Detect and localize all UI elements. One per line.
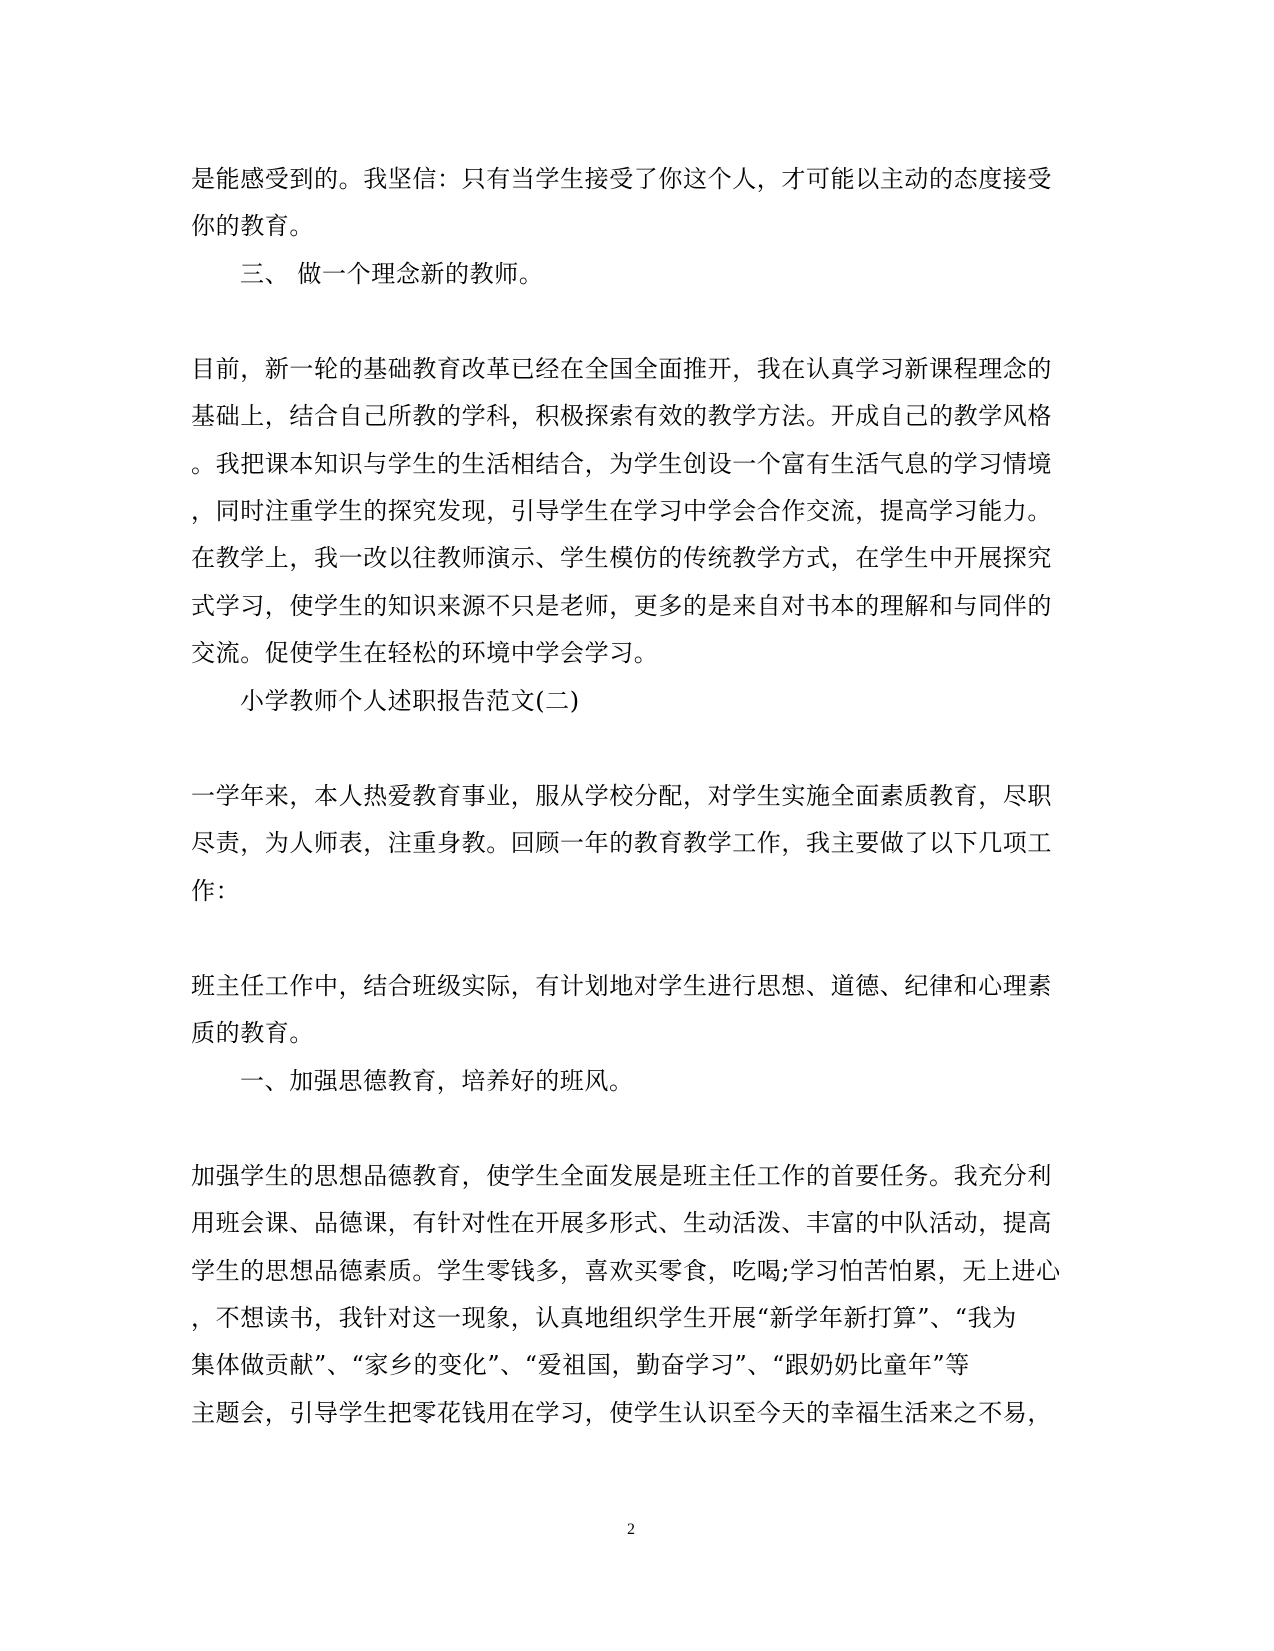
text-line: ，不想读书，我针对这一现象，认真地组织学生开展“新学年新打算”、“我为 xyxy=(191,1304,1017,1332)
page-number: 2 xyxy=(627,1521,635,1538)
section-heading: 一、加强思德教育，培养好的班风。 xyxy=(240,1067,634,1095)
text-line: 基础上，结合自己所教的学科，积极探索有效的教学方法。开成自己的教学风格 xyxy=(191,402,1052,430)
text-line: 。我把课本知识与学生的生活相结合，为学生创设一个富有生活气息的学习情境 xyxy=(191,450,1052,478)
text-line: 班主任工作中，结合班级实际，有计划地对学生进行思想、道德、纪律和心理素 xyxy=(191,972,1052,1000)
text-line: 用班会课、品德课，有针对性在开展多形式、生动活泼、丰富的中队活动，提高 xyxy=(191,1209,1052,1237)
text-line: 尽责，为人师表，注重身教。回顾一年的教育教学工作，我主要做了以下几项工 xyxy=(191,829,1052,857)
text-line: 集体做贡献”、“家乡的变化”、“爱祖国，勤奋学习”、“跟奶奶比童年”等 xyxy=(191,1351,970,1379)
text-line: 在教学上，我一改以往教师演示、学生模仿的传统教学方式，在学生中开展探究 xyxy=(191,544,1052,572)
text-line: 质的教育。 xyxy=(191,1019,314,1047)
text-line: 是能感受到的。我坚信：只有当学生接受了你这个人，才可能以主动的态度接受 xyxy=(191,165,1052,193)
document-title: 小学教师个人述职报告范文(二) xyxy=(240,687,580,715)
text-line: 学生的思想品德素质。学生零钱多，喜欢买零食，吃喝;学习怕苦怕累，无上进心 xyxy=(191,1257,1061,1285)
text-line: ，同时注重学生的探究发现，引导学生在学习中学会合作交流，提高学习能力。 xyxy=(191,497,1052,525)
text-line: 目前，新一轮的基础教育改革已经在全国全面推开，我在认真学习新课程理念的 xyxy=(191,355,1052,383)
section-heading: 三、 做一个理念新的教师。 xyxy=(240,260,544,288)
text-line: 你的教育。 xyxy=(191,212,314,240)
text-line: 一学年来，本人热爱教育事业，服从学校分配，对学生实施全面素质教育，尽职 xyxy=(191,782,1052,810)
text-line: 交流。促使学生在轻松的环境中学会学习。 xyxy=(191,639,659,667)
text-line: 式学习，使学生的知识来源不只是老师，更多的是来自对书本的理解和与同伴的 xyxy=(191,592,1052,620)
text-line: 加强学生的思想品德教育，使学生全面发展是班主任工作的首要任务。我充分利 xyxy=(191,1162,1052,1190)
text-line: 主题会，引导学生把零花钱用在学习，使学生认识至今天的幸福生活来之不易， xyxy=(191,1399,1052,1427)
text-line: 作： xyxy=(191,877,241,905)
